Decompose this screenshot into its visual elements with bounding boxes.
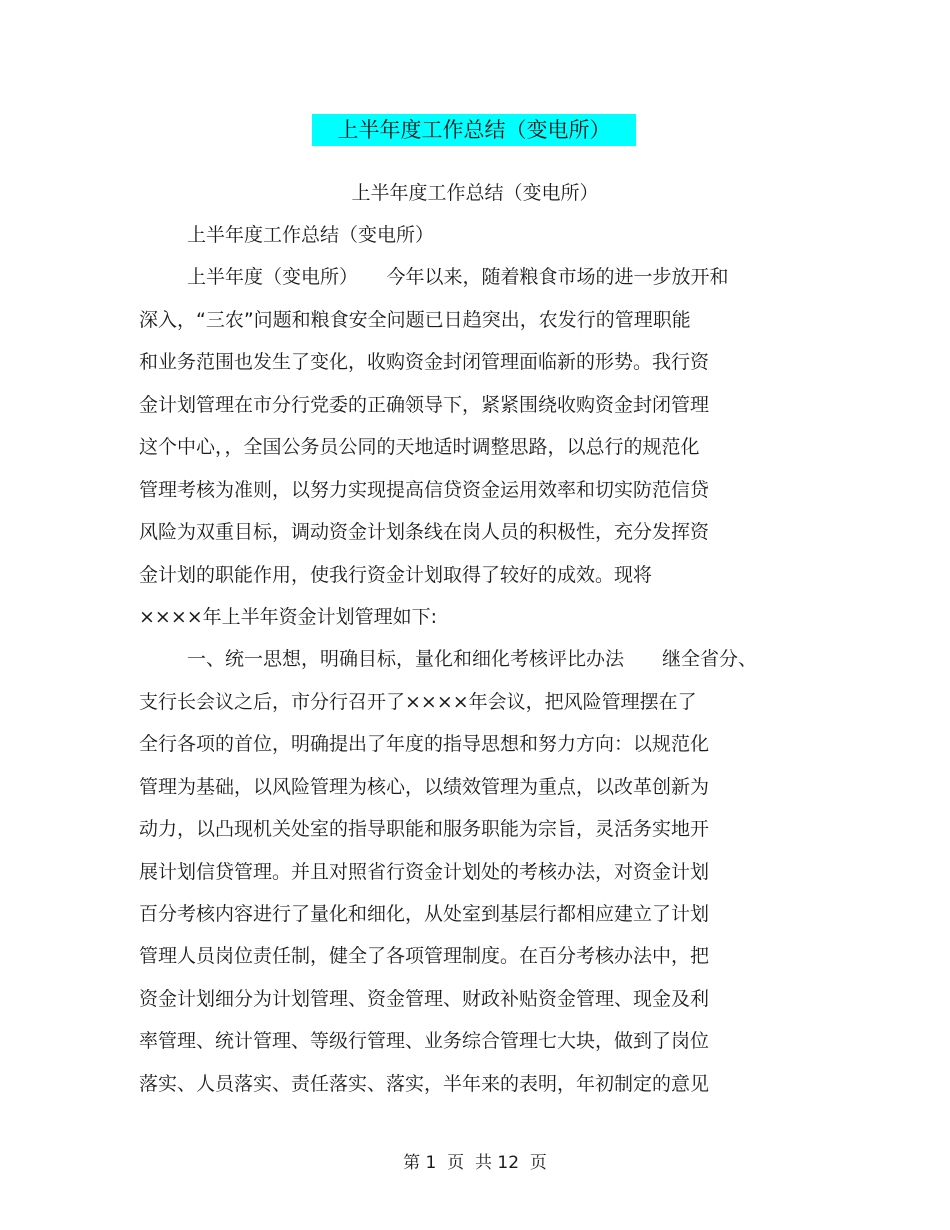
body-line: 百分考核内容进行了量化和细化，从处室到基层行都相应建立了计划 [139,903,710,925]
body-line: 率管理、统计管理、等级行管理、业务综合管理七大块，做到了岗位 [139,1030,710,1052]
body-line: 上半年度（变电所） 今年以来，随着粮食市场的进一步放开和 [187,266,729,288]
body-line: 和业务范围也发生了变化，收购资金封闭管理面临新的形势。我行资 [139,351,710,373]
page-number-footer: 第 1 页 共 12 页 [403,1153,547,1173]
body-line: 全行各项的首位，明确提出了年度的指导思想和努力方向：以规范化 [139,733,710,755]
body-line: 深入，“三农”问题和粮食安全问题已日趋突出，农发行的管理职能 [139,309,691,331]
body-line: 落实、人员落实、责任落实、落实，半年来的表明，年初制定的意见 [139,1073,710,1095]
highlighted-title: 上半年度工作总结（变电所） [312,114,636,146]
body-line: 这个中心，，全国公务员公同的天地适时调整思路，以总行的规范化 [139,436,700,458]
body-line: 展计划信贷管理。并且对照省行资金计划处的考核办法，对资金计划 [139,861,710,883]
body-line: 管理人员岗位责任制，健全了各项管理制度。在百分考核办法中，把 [139,945,710,967]
body-line: 上半年度工作总结（变电所） [187,224,435,246]
body-line: 动力，以凸现机关处室的指导职能和服务职能为宗旨，灵活务实地开 [139,818,710,840]
body-line: ××××年上半年资金计划管理如下: [139,606,438,628]
body-line: 管理为基础，以风险管理为核心，以绩效管理为重点，以改革创新为 [139,776,710,798]
document-subtitle: 上半年度工作总结（变电所） [351,182,599,204]
body-line: 金计划管理在市分行党委的正确领导下，紧紧围绕收购资金封闭管理 [139,394,710,416]
body-line: 风险为双重目标，调动资金计划条线在岗人员的积极性，充分发挥资 [139,521,710,543]
body-line: 支行长会议之后，市分行召开了××××年会议，把风险管理摆在了 [139,691,697,713]
body-line: 金计划的职能作用，使我行资金计划取得了较好的成效。现将 [139,564,653,586]
body-line: 资金计划细分为计划管理、资金管理、财政补贴资金管理、现金及利 [139,988,710,1010]
body-line: 一、统一思想，明确目标，量化和细化考核评比办法 继全省分、 [187,648,758,670]
body-line: 管理考核为准则，以努力实现提高信贷资金运用效率和切实防范信贷 [139,479,710,501]
